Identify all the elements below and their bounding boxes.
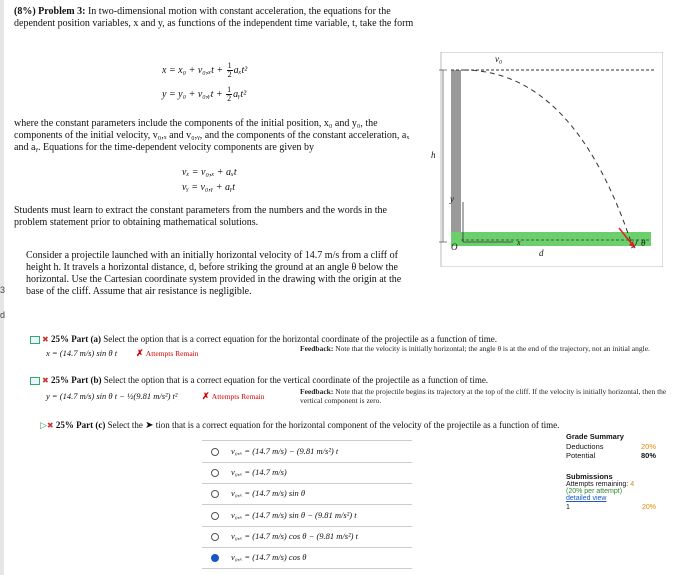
feedback-label-a: Feedback:	[300, 344, 334, 353]
part-c-grade-icon: ✖	[46, 421, 54, 430]
para4-text: Consider a projectile launched with an initially horizontal velocity of 14.7 m/s from a cliff of height h. It travels a horizontal distance, d, before striking the ground at an angle θ below the horizontal. Use the Cartesian coordinate system provided in the drawing with the origin at the base of the cliff. Assume that air resistance is negligible.	[26, 250, 402, 297]
grade-summary	[566, 432, 656, 511]
equation-x	[162, 62, 247, 79]
option-3-radio[interactable]	[211, 490, 219, 498]
option-divider-top	[202, 440, 412, 441]
ground	[451, 232, 651, 246]
grade-summary-title: Grade Summary	[566, 432, 624, 441]
deductions-label: Deductions	[566, 442, 604, 451]
part-a-question: Select the option that is a correct equation for the horizontal coordinate of the projectile as a function of time.	[103, 334, 498, 344]
theta-label: θ	[641, 238, 646, 248]
part-b-answer: y = (14.7 m/s) sin θ t − ½(9.81 m/s²) t²	[46, 391, 178, 401]
option-divider-3	[202, 504, 412, 505]
option-divider-2	[202, 483, 412, 484]
problem-title: (8%) Problem 3:	[14, 6, 86, 17]
d-label: d	[539, 248, 544, 258]
option-2-label: v₀,ₓ = (14.7 m/s)	[231, 467, 287, 477]
option-6-radio[interactable]	[211, 554, 219, 562]
equation-y-tail: aᵧt²	[233, 88, 247, 100]
submission-row	[566, 504, 656, 511]
part-a-feedback	[300, 344, 670, 353]
deductions-value: 20%	[640, 442, 656, 451]
frac-den: 2	[227, 70, 232, 79]
h-label: h	[431, 150, 436, 160]
attempts-row	[566, 481, 656, 488]
part-a-header: 25% Part (a)	[50, 334, 101, 344]
attempts-label: Attempts remaining:	[566, 481, 629, 488]
part-c-header: 25% Part (c)	[55, 420, 106, 430]
fraction-half	[227, 62, 233, 79]
part-b-attempts	[202, 391, 265, 402]
detailed-view-link[interactable]: detailed view	[566, 495, 607, 502]
part-a	[30, 334, 670, 358]
frac-num-2: 1	[227, 85, 232, 94]
para3-text: Students must learn to extract the constant parameters from the numbers and the words in the problem statement prior to obtaining mathematical solutions.	[14, 205, 387, 228]
part-b-question: Select the option that is a correct equation for the vertical coordinate of the projectile as a function of time.	[103, 375, 489, 385]
equation-x-tail: aₓt²	[233, 64, 248, 76]
problem-paragraph-3	[14, 205, 414, 233]
part-b-grade-icon: ✖	[42, 376, 49, 385]
problem-intro	[14, 6, 414, 30]
fraction-half-2	[226, 86, 232, 103]
cliff-diagram	[423, 52, 663, 267]
intro-text: In two-dimensional motion with constant acceleration, the equations for the dependent position variables, x and y, as functions of the independent time variable, t, take the form	[14, 6, 414, 29]
v0-label: v₀	[495, 54, 503, 64]
submission-deduction: 20%	[641, 504, 656, 511]
part-b-feedback	[300, 387, 670, 405]
problem-paragraph-2	[14, 118, 414, 158]
option-4-radio[interactable]	[211, 512, 219, 520]
part-a-answer: x = (14.7 m/s) sin θ t	[46, 348, 118, 358]
frac-num: 1	[227, 61, 232, 70]
part-c-arrow-icon: ▷	[40, 420, 47, 430]
per-attempt: (20% per attempt)	[566, 488, 623, 495]
potential-row	[566, 451, 656, 460]
option-5-radio[interactable]	[211, 533, 219, 541]
origin-label: O	[451, 242, 458, 252]
submission-number: 1	[566, 504, 570, 511]
part-c-question-b: tion that is a correct equation for the horizontal component of the velocity of the projectile as a function of time.	[155, 420, 560, 430]
option-3-label: v₀,ₓ = (14.7 m/s) sin θ	[231, 488, 306, 498]
option-divider-4	[202, 526, 412, 527]
option-4-label: v₀,ₓ = (14.7 m/s) sin θ − (9.81 m/s²) t	[231, 510, 357, 520]
equation-y-head: y = y₀ + v₀,ᵧt +	[162, 88, 226, 100]
part-b-header-row	[30, 375, 670, 385]
option-2-radio[interactable]	[211, 469, 219, 477]
feedback-text-b: Note that the projectile begins its trajectory at the top of the cliff. If the velocity is initially horizontal, then the vertical component is zero.	[300, 387, 667, 405]
x-axis-label: x	[517, 238, 521, 247]
part-c-question-a: Select the	[107, 420, 143, 430]
equation-y	[162, 86, 246, 103]
equation-x-head: x = x₀ + v₀,ₓt +	[162, 64, 226, 76]
equation-vy: vᵧ = v₀,ᵧ + aᵧt	[182, 182, 236, 193]
option-6-label: v₀,ₓ = (14.7 m/s) cos θ	[231, 552, 307, 562]
option-1-label: v₀,ₓ = (14.7 m/s) − (9.81 m/s²) t	[231, 446, 339, 456]
potential-label: Potential	[566, 451, 596, 460]
feedback-text-a: Note that the velocity is initially horizontal; the angle θ is at the end of the trajectory, not an initial angle.	[335, 344, 650, 353]
part-a-attempts-text: Attempts Remain	[145, 349, 199, 358]
part-b	[30, 375, 670, 405]
cliff-figure	[423, 52, 663, 267]
attempts-value: 4	[630, 481, 635, 488]
frac-den-2: 2	[227, 94, 232, 103]
part-c	[40, 420, 660, 431]
part-a-attempts	[136, 348, 199, 359]
para2-text: where the constant parameters include the components of the initial position, x₀ and y₀, the components of the initial velocity, v₀,ₓ and v₀,ᵧ, and the components of the constant acceleration, aₓ and aᵧ. Equations for the time-dependent velocity components are given by	[14, 118, 410, 153]
part-a-expand-icon[interactable]	[30, 336, 40, 344]
left-margin-mark-1: 3	[0, 285, 6, 295]
x-mark-icon: ✗	[136, 348, 144, 358]
option-1-radio[interactable]	[211, 448, 219, 456]
problem-statement	[14, 6, 414, 34]
y-axis-label: y	[450, 194, 454, 204]
part-b-header: 25% Part (b)	[50, 375, 102, 385]
left-margin-mark-2: d	[0, 310, 6, 320]
part-c-header-row	[40, 420, 660, 431]
problem-paragraph-4	[26, 250, 406, 302]
option-divider-5	[202, 547, 412, 548]
option-divider-1	[202, 462, 412, 463]
cliff-face	[451, 70, 461, 242]
part-a-header-row	[30, 334, 670, 344]
cursor-icon: ➤	[145, 420, 154, 431]
part-a-grade-icon: ✖	[42, 335, 49, 344]
part-b-attempts-text: Attempts Remain	[211, 392, 265, 401]
feedback-label-b: Feedback:	[300, 387, 334, 396]
submissions-title: Submissions	[566, 472, 613, 481]
deductions-row	[566, 442, 656, 451]
potential-value: 80%	[640, 451, 656, 460]
option-5-label: v₀,ₓ = (14.7 m/s) cos θ − (9.81 m/s²) t	[231, 531, 358, 541]
equation-vx: vₓ = v₀,ₓ + aₓt	[182, 167, 237, 178]
x-mark-icon-b: ✗	[202, 391, 210, 401]
part-b-expand-icon[interactable]	[30, 377, 40, 385]
option-divider-6	[202, 568, 412, 569]
